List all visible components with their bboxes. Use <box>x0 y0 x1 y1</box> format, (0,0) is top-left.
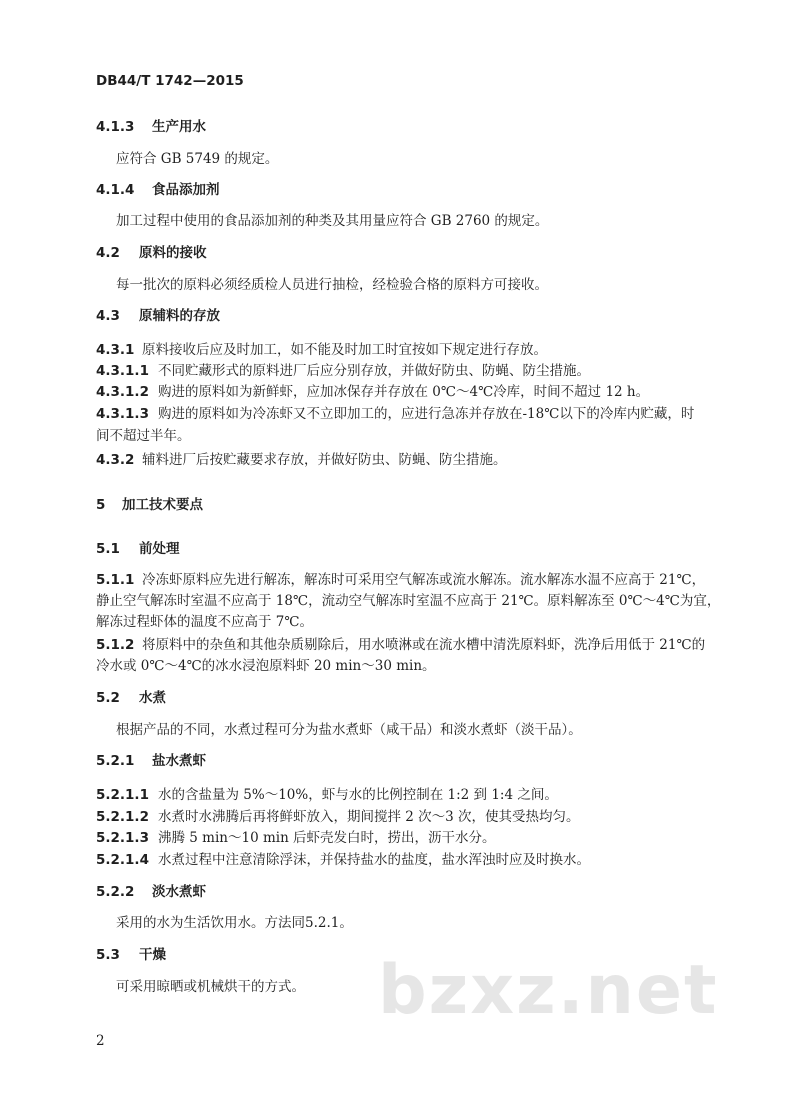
section-title: 水煮 <box>139 690 166 706</box>
section-number: 5.2.2 <box>96 884 135 900</box>
section-number: 5.3 <box>96 947 120 963</box>
clause-4-3-2 <box>96 451 507 469</box>
section-title: 淡水煮虾 <box>152 884 206 900</box>
paragraph: 根据产品的不同，水煮过程可分为盐水煮虾（咸干品）和淡水煮虾（淡干品）。 <box>116 722 582 738</box>
clause-text: 水煮过程中注意清除浮沫，并保持盐水的盐度，盐水浑浊时应及时换水。 <box>158 852 590 868</box>
clause-continuation: 解冻过程虾体的温度不应高于 7℃。 <box>96 614 313 630</box>
clause-number: 4.3.2 <box>96 452 135 468</box>
clause-4-3-1-3 <box>96 405 694 423</box>
section-number: 4.2 <box>96 245 120 261</box>
paragraph: 每一批次的原料必须经质检人员进行抽检，经检验合格的原料方可接收。 <box>116 277 548 293</box>
paragraph: 加工过程中使用的食品添加剂的种类及其用量应符合 GB 2760 的规定。 <box>116 213 549 229</box>
heading-5-2-1 <box>96 752 206 770</box>
section-number: 4.3 <box>96 308 120 324</box>
heading-5 <box>96 496 203 514</box>
clause-5-2-1-1 <box>96 786 558 804</box>
clause-text: 辅料进厂后按贮藏要求存放，并做好防虫、防蝇、防尘措施。 <box>142 452 507 468</box>
clause-number: 5.2.1.1 <box>96 787 149 803</box>
heading-5-2 <box>96 689 166 707</box>
clause-number: 5.1.1 <box>96 572 135 588</box>
clause-5-1-2 <box>96 636 705 654</box>
section-title: 原辅料的存放 <box>139 308 220 324</box>
section-number: 5.2 <box>96 690 120 706</box>
heading-5-3 <box>96 946 166 964</box>
paragraph: 应符合 GB 5749 的规定。 <box>116 151 279 167</box>
clause-number: 4.3.1.2 <box>96 384 149 400</box>
page-number: 2 <box>96 1033 105 1049</box>
heading-4-3 <box>96 307 220 325</box>
section-number: 5.1 <box>96 541 120 557</box>
clause-4-3-1-2 <box>96 383 649 401</box>
clause-5-2-1-3 <box>96 829 496 847</box>
document-id: DB44/T 1742—2015 <box>96 73 244 89</box>
section-title: 加工技术要点 <box>122 497 203 513</box>
section-title: 生产用水 <box>152 119 206 135</box>
clause-number: 4.3.1.3 <box>96 406 149 422</box>
clause-number: 5.1.2 <box>96 637 135 653</box>
section-number: 4.1.4 <box>96 182 135 198</box>
section-title: 食品添加剂 <box>152 182 220 198</box>
clause-text: 冷冻虾原料应先进行解冻，解冻时可采用空气解冻或流水解冻。流水解冻水温不应高于 21℃， <box>142 572 706 588</box>
clause-text: 沸腾 5 min～10 min 后虾壳发白时，捞出，沥干水分。 <box>158 830 496 846</box>
section-number: 5.2.1 <box>96 753 135 769</box>
section-number: 4.1.3 <box>96 119 135 135</box>
clause-continuation: 静止空气解冻时室温不应高于 18℃，流动空气解冻时室温不应高于 21℃。原料解冻至 0℃～4℃为宜， <box>96 593 721 609</box>
clause-4-3-1 <box>96 341 547 359</box>
clause-5-2-1-4 <box>96 851 590 869</box>
clause-text: 水的含盐量为 5%～10%，虾与水的比例控制在 1:2 到 1:4 之间。 <box>158 787 558 803</box>
heading-5-2-2 <box>96 883 206 901</box>
clause-5-1-1 <box>96 571 705 589</box>
clause-text: 水煮时水沸腾后再将鲜虾放入，期间搅拌 2 次～3 次，使其受热均匀。 <box>158 809 580 825</box>
watermark: bzxz.net <box>378 951 719 1030</box>
clause-text: 购进的原料如为新鲜虾，应加冰保存并存放在 0℃～4℃冷库，时间不超过 12 h。 <box>158 384 650 400</box>
section-number: 5 <box>96 497 106 513</box>
clause-5-2-1-2 <box>96 808 580 826</box>
heading-4-1-4 <box>96 181 220 199</box>
clause-4-3-1-1 <box>96 362 590 380</box>
section-title: 干燥 <box>139 947 166 963</box>
clause-text: 原料接收后应及时加工，如不能及时加工时宜按如下规定进行存放。 <box>142 342 547 358</box>
clause-number: 4.3.1 <box>96 342 135 358</box>
clause-continuation: 冷水或 0℃～4℃的冰水浸泡原料虾 20 min～30 min。 <box>96 658 436 674</box>
section-title: 原料的接收 <box>139 245 207 261</box>
clause-text: 不同贮藏形式的原料进厂后应分别存放，并做好防虫、防蝇、防尘措施。 <box>158 363 590 379</box>
heading-4-1-3 <box>96 118 206 136</box>
clause-number: 5.2.1.2 <box>96 809 149 825</box>
clause-text: 购进的原料如为冷冻虾又不立即加工的，应进行急冻并存放在-18℃以下的冷库内贮藏，时 <box>158 406 695 422</box>
paragraph: 采用的水为生活饮用水。方法同5.2.1。 <box>116 915 353 931</box>
paragraph: 可采用晾晒或机械烘干的方式。 <box>116 979 305 995</box>
heading-4-2 <box>96 244 207 262</box>
clause-number: 5.2.1.3 <box>96 830 149 846</box>
clause-number: 5.2.1.4 <box>96 852 149 868</box>
heading-5-1 <box>96 540 180 558</box>
section-title: 盐水煮虾 <box>152 753 206 769</box>
clause-text: 将原料中的杂鱼和其他杂质剔除后，用水喷淋或在流水槽中清洗原料虾，洗净后用低于 21℃的 <box>142 637 706 653</box>
clause-continuation: 间不超过半年。 <box>96 428 191 444</box>
section-title: 前处理 <box>139 541 180 557</box>
clause-number: 4.3.1.1 <box>96 363 149 379</box>
